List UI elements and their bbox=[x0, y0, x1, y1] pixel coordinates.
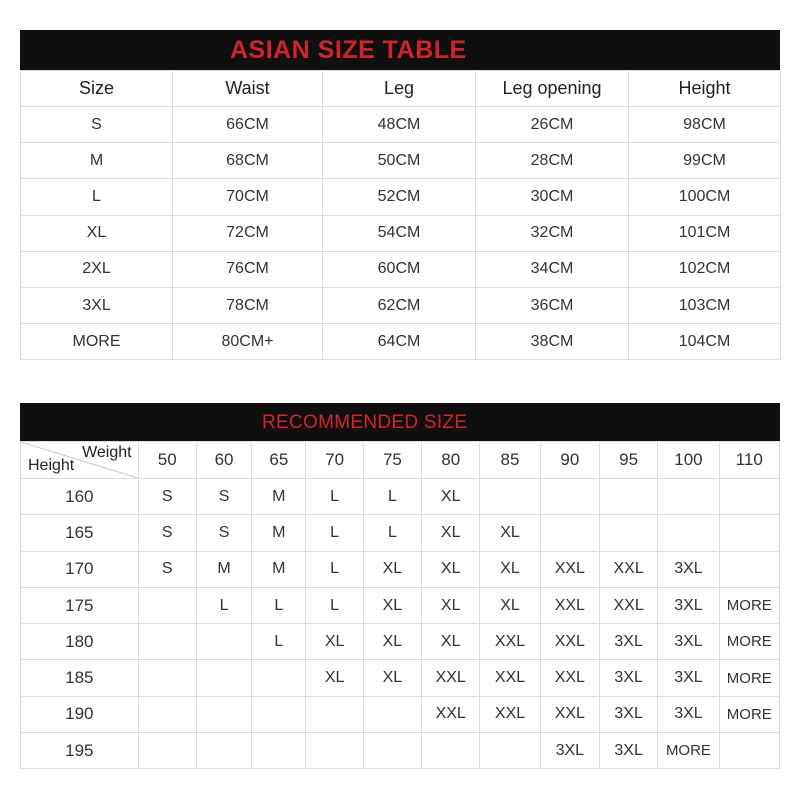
recommended-size-cell: S bbox=[138, 479, 196, 515]
size-cell-size: 2XL bbox=[21, 251, 173, 287]
size-cell-leg: 52CM bbox=[323, 179, 476, 215]
recommended-size-cell bbox=[306, 733, 363, 769]
recommended-size-cell: XL bbox=[422, 479, 480, 515]
size-cell-size: 3XL bbox=[21, 287, 173, 323]
recommended-size-cell: L bbox=[196, 587, 251, 623]
weight-header-cell: 110 bbox=[719, 442, 779, 479]
height-label-cell: 175 bbox=[21, 587, 139, 623]
recommended-size-cell: XXL bbox=[540, 587, 599, 623]
height-label-cell: 165 bbox=[21, 515, 139, 551]
size-cell-leg-opening: 38CM bbox=[476, 324, 629, 360]
recommended-size-cell bbox=[252, 696, 306, 732]
header-waist: Waist bbox=[173, 71, 323, 107]
recommended-size-cell: XXL bbox=[480, 624, 540, 660]
recommended-size-cell bbox=[363, 733, 421, 769]
recommended-size-cell bbox=[252, 660, 306, 696]
recommended-size-cell: S bbox=[138, 551, 196, 587]
recommended-size-cell: 3XL bbox=[658, 587, 719, 623]
size-table-row bbox=[21, 215, 781, 251]
recommended-size-cell: MORE bbox=[719, 624, 779, 660]
weight-header-cell: 90 bbox=[540, 442, 599, 479]
recommended-size-cell: L bbox=[306, 587, 363, 623]
recommended-size-cell bbox=[138, 587, 196, 623]
recommended-size-cell: MORE bbox=[719, 660, 779, 696]
size-cell-leg: 62CM bbox=[323, 287, 476, 323]
recommended-size-cell: XXL bbox=[480, 696, 540, 732]
size-cell-leg-opening: 32CM bbox=[476, 215, 629, 251]
recommended-size-cell: 3XL bbox=[658, 624, 719, 660]
recommended-size-cell: 3XL bbox=[658, 696, 719, 732]
recommended-size-cell: L bbox=[306, 551, 363, 587]
recommended-row bbox=[21, 479, 780, 515]
weight-header-cell: 50 bbox=[138, 442, 196, 479]
weight-header-cell: 65 bbox=[252, 442, 306, 479]
recommended-size-cell: 3XL bbox=[658, 551, 719, 587]
height-label-cell: 195 bbox=[21, 733, 139, 769]
recommended-size-cell: S bbox=[196, 479, 251, 515]
recommended-size-cell bbox=[599, 515, 657, 551]
recommended-row bbox=[21, 733, 780, 769]
recommended-size-cell: XL bbox=[422, 587, 480, 623]
recommended-size-cell: XXL bbox=[540, 696, 599, 732]
height-label-cell: 180 bbox=[21, 624, 139, 660]
recommended-size-cell bbox=[599, 479, 657, 515]
recommended-size-cell bbox=[196, 733, 251, 769]
weight-header-cell: 60 bbox=[196, 442, 251, 479]
size-table-row bbox=[21, 179, 781, 215]
size-cell-height: 102CM bbox=[629, 251, 781, 287]
recommended-size-cell: 3XL bbox=[599, 624, 657, 660]
size-cell-leg: 54CM bbox=[323, 215, 476, 251]
size-cell-waist: 80CM+ bbox=[173, 324, 323, 360]
size-cell-height: 100CM bbox=[629, 179, 781, 215]
recommended-size-cell: M bbox=[252, 479, 306, 515]
recommended-size-cell: L bbox=[252, 587, 306, 623]
recommended-size-cell: L bbox=[306, 515, 363, 551]
recommended-size-cell: 3XL bbox=[599, 733, 657, 769]
recommended-size-cell: XL bbox=[422, 624, 480, 660]
recommended-size-cell bbox=[480, 733, 540, 769]
weight-height-corner-cell bbox=[21, 442, 139, 479]
size-cell-leg: 60CM bbox=[323, 251, 476, 287]
size-cell-leg-opening: 26CM bbox=[476, 107, 629, 143]
recommended-size-cell bbox=[719, 515, 779, 551]
height-label-cell: 170 bbox=[21, 551, 139, 587]
size-cell-height: 103CM bbox=[629, 287, 781, 323]
height-label-cell: 190 bbox=[21, 696, 139, 732]
recommended-size-cell bbox=[540, 515, 599, 551]
recommended-size-cell: XL bbox=[363, 551, 421, 587]
recommended-size-cell: MORE bbox=[719, 696, 779, 732]
height-label-cell: 185 bbox=[21, 660, 139, 696]
recommended-size-banner bbox=[20, 403, 780, 441]
recommended-size-cell bbox=[138, 696, 196, 732]
size-table-row bbox=[21, 287, 781, 323]
size-cell-waist: 70CM bbox=[173, 179, 323, 215]
header-leg-opening: Leg opening bbox=[476, 71, 629, 107]
size-cell-leg-opening: 34CM bbox=[476, 251, 629, 287]
asian-size-table bbox=[20, 70, 781, 360]
recommended-size-cell bbox=[138, 624, 196, 660]
recommended-size-cell: L bbox=[306, 479, 363, 515]
size-cell-size: XL bbox=[21, 215, 173, 251]
recommended-size-cell: 3XL bbox=[599, 696, 657, 732]
size-cell-leg: 48CM bbox=[323, 107, 476, 143]
recommended-size-cell bbox=[196, 696, 251, 732]
size-cell-leg: 50CM bbox=[323, 143, 476, 179]
asian-size-table-banner bbox=[20, 30, 780, 70]
recommended-size-table bbox=[20, 441, 780, 769]
recommended-size-cell bbox=[422, 733, 480, 769]
recommended-size-cell: XL bbox=[422, 551, 480, 587]
size-cell-height: 101CM bbox=[629, 215, 781, 251]
recommended-size-cell bbox=[138, 733, 196, 769]
weight-header-cell: 100 bbox=[658, 442, 719, 479]
recommended-size-cell: MORE bbox=[658, 733, 719, 769]
recommended-size-cell: M bbox=[252, 515, 306, 551]
recommended-row bbox=[21, 515, 780, 551]
recommended-size-cell bbox=[719, 733, 779, 769]
recommended-size-cell: XXL bbox=[599, 587, 657, 623]
recommended-size-cell: XL bbox=[363, 660, 421, 696]
recommended-size-cell: XXL bbox=[540, 660, 599, 696]
recommended-size-cell bbox=[719, 479, 779, 515]
corner-weight-label: Weight bbox=[82, 444, 132, 461]
recommended-size-cell: M bbox=[252, 551, 306, 587]
size-cell-height: 99CM bbox=[629, 143, 781, 179]
recommended-size-cell: 3XL bbox=[540, 733, 599, 769]
recommended-size-cell: XXL bbox=[599, 551, 657, 587]
recommended-size-cell bbox=[658, 479, 719, 515]
recommended-size-cell bbox=[196, 660, 251, 696]
size-cell-waist: 68CM bbox=[173, 143, 323, 179]
size-cell-leg-opening: 28CM bbox=[476, 143, 629, 179]
recommended-size-cell: XL bbox=[306, 660, 363, 696]
recommended-row bbox=[21, 696, 780, 732]
size-cell-leg: 64CM bbox=[323, 324, 476, 360]
recommended-size-cell bbox=[540, 479, 599, 515]
recommended-row bbox=[21, 551, 780, 587]
recommended-size-cell: L bbox=[363, 515, 421, 551]
weight-header-cell: 75 bbox=[363, 442, 421, 479]
size-table-row bbox=[21, 251, 781, 287]
recommended-size-cell: XL bbox=[306, 624, 363, 660]
recommended-size-cell: M bbox=[196, 551, 251, 587]
recommended-size-cell: XXL bbox=[422, 696, 480, 732]
recommended-size-cell: XL bbox=[480, 515, 540, 551]
recommended-size-cell: S bbox=[196, 515, 251, 551]
size-cell-leg-opening: 36CM bbox=[476, 287, 629, 323]
recommended-row bbox=[21, 587, 780, 623]
size-table-row bbox=[21, 143, 781, 179]
recommended-size-cell bbox=[252, 733, 306, 769]
recommended-size-cell bbox=[480, 479, 540, 515]
size-cell-size: L bbox=[21, 179, 173, 215]
size-table-row bbox=[21, 324, 781, 360]
size-cell-height: 104CM bbox=[629, 324, 781, 360]
header-leg: Leg bbox=[323, 71, 476, 107]
recommended-size-cell: XL bbox=[363, 587, 421, 623]
recommended-size-cell: 3XL bbox=[599, 660, 657, 696]
size-table-header-row bbox=[21, 71, 781, 107]
size-cell-waist: 78CM bbox=[173, 287, 323, 323]
size-cell-waist: 72CM bbox=[173, 215, 323, 251]
recommended-size-cell: XXL bbox=[540, 551, 599, 587]
height-label-cell: 160 bbox=[21, 479, 139, 515]
recommended-size-cell: L bbox=[252, 624, 306, 660]
size-cell-height: 98CM bbox=[629, 107, 781, 143]
size-cell-size: S bbox=[21, 107, 173, 143]
recommended-size-cell: MORE bbox=[719, 587, 779, 623]
asian-size-table-title: ASIAN SIZE TABLE bbox=[230, 36, 467, 64]
recommended-size-cell bbox=[196, 624, 251, 660]
header-size: Size bbox=[21, 71, 173, 107]
recommended-size-cell bbox=[363, 696, 421, 732]
recommended-size-cell: XL bbox=[363, 624, 421, 660]
size-cell-size: M bbox=[21, 143, 173, 179]
size-cell-waist: 76CM bbox=[173, 251, 323, 287]
recommended-size-cell bbox=[306, 696, 363, 732]
weight-header-cell: 80 bbox=[422, 442, 480, 479]
recommended-size-cell: L bbox=[363, 479, 421, 515]
recommended-row bbox=[21, 624, 780, 660]
weight-header-cell: 95 bbox=[599, 442, 657, 479]
recommended-size-cell bbox=[719, 551, 779, 587]
recommended-size-cell: S bbox=[138, 515, 196, 551]
recommended-size-title: RECOMMENDED SIZE bbox=[262, 412, 468, 433]
recommended-size-cell: XXL bbox=[540, 624, 599, 660]
recommended-row bbox=[21, 660, 780, 696]
recommended-size-cell: XXL bbox=[422, 660, 480, 696]
corner-height-label: Height bbox=[28, 457, 75, 474]
recommended-size-cell: XL bbox=[480, 587, 540, 623]
recommended-size-cell: 3XL bbox=[658, 660, 719, 696]
size-cell-size: MORE bbox=[21, 324, 173, 360]
size-cell-waist: 66CM bbox=[173, 107, 323, 143]
recommended-size-cell: XL bbox=[422, 515, 480, 551]
recommended-size-cell bbox=[138, 660, 196, 696]
weight-header-cell: 70 bbox=[306, 442, 363, 479]
header-height: Height bbox=[629, 71, 781, 107]
weight-header-row bbox=[21, 442, 780, 479]
recommended-size-cell: XXL bbox=[480, 660, 540, 696]
recommended-size-cell: XL bbox=[480, 551, 540, 587]
size-cell-leg-opening: 30CM bbox=[476, 179, 629, 215]
weight-header-cell: 85 bbox=[480, 442, 540, 479]
recommended-size-cell bbox=[658, 515, 719, 551]
size-table-row bbox=[21, 107, 781, 143]
